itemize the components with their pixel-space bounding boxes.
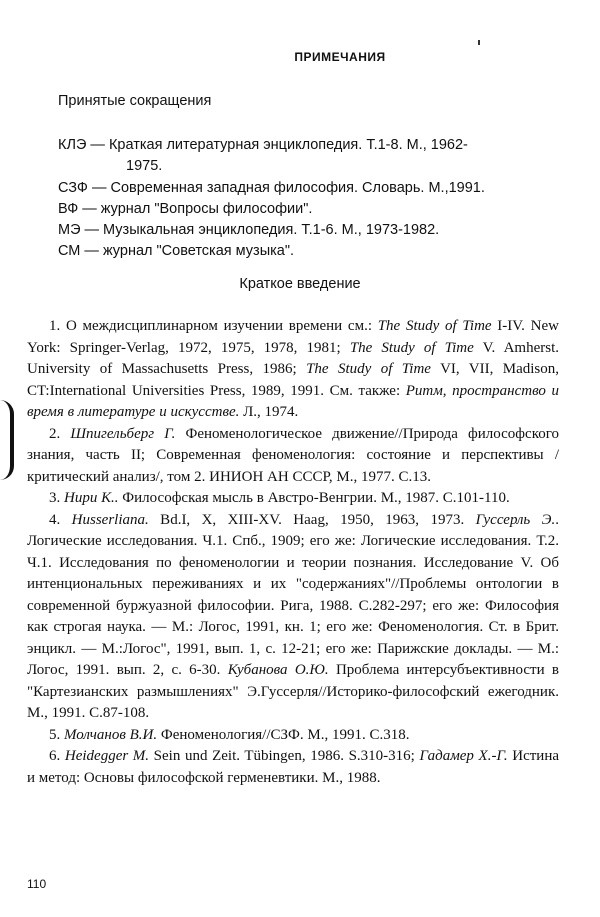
note-text: VI, VII, Madison, CT:International Universities Press, 1989, 1991. См. также: [27,361,560,399]
note-text: 6. [49,748,65,764]
note-italic-text: The Study of Time [349,339,474,356]
note-paragraph [27,510,559,725]
abbreviation-item [58,199,568,220]
abbreviation-item [58,135,568,177]
abbreviations-heading: Принятые сокращения [58,93,212,109]
note-italic-text: Гуссерль Э. [475,511,556,528]
note-paragraph [27,725,559,747]
note-paragraph [27,316,559,424]
note-text: Sein und Zeit. Tübingen, 1986. S.310-316; [149,748,420,764]
notes-body [27,316,559,789]
note-text: Философская мысль в Австро-Венгрии. М., 1987. С.101-110. [118,490,510,506]
note-paragraph [27,488,559,510]
note-italic-text: Husserliana. [71,511,149,528]
scan-speck [478,40,480,45]
note-italic-text: Молчанов В.И. [64,726,158,743]
note-text: 4. [49,511,72,528]
note-text: . Логические исследования. Ч.1. Спб., 1909; его же: Логические исследования. Т.2. Ч.1. Исследования по феноменологии и теории познания. Исследование V. Об интенциональных переживаниях и их "содержаниях"//Проблемы онтологии в современной буржуазной философии. Рига, 1988. С.282-297; его же: Философия как строгая наука. — М.: Логос, 1991, кн. 1; его же: Феноменология. Ст. в Брит. энцикл. — М.:Логос", 1991, вып. 1, с. 12-21; его же: Парижские доклады. — М.: Логос, 1991. вып. 2, с. 6-30. [27,511,559,678]
note-paragraph [27,424,559,489]
page-number: 110 [27,877,47,891]
note-text: Л., 1974. [239,404,299,420]
note-text: V. Amherst. University of Massachusetts Press, 1986; [27,339,559,377]
note-italic-text: The Study of Time [377,318,492,334]
note-italic-text: Шпигельберг Г. [70,425,176,442]
abbreviation-text: СМ — журнал "Советская музыка". [58,243,295,259]
note-text: 1. О междисциплинарном изучении времени см.: [49,318,378,334]
note-text: 5. [49,726,64,743]
note-text: 3. [49,490,64,506]
page-title: ПРИМЕЧАНИЯ [294,50,386,64]
abbreviation-item [58,241,568,262]
abbreviation-item [58,220,568,241]
note-text: Проблема интерсубъективности в "Картезианских размышлениях" Э.Гуссерля//Историко-философский ежегодник. М., 1991. С.87-108. [27,662,560,721]
note-italic-text: Кубанова О.Ю. [227,662,329,678]
intro-heading: Краткое введение [239,276,361,292]
abbreviation-text-continued: 1975. [126,158,163,174]
note-italic-text: Heidegger M. [64,748,150,764]
note-text: Истина и метод: Основы философской герменевтики. М., 1988. [27,748,560,786]
note-paragraph [27,746,559,789]
abbreviation-text: СЗФ — Современная западная философия. Словарь. М.,1991. [58,180,485,196]
abbreviation-item [58,178,568,199]
note-text: 2. [49,425,71,442]
binding-shadow [0,400,14,480]
note-text: I-IV. New York: Springer-Verlag, 1972, 1975, 1978, 1981; [27,318,559,356]
note-italic-text: Гадамер Х.-Г. [419,748,508,764]
abbreviation-text: КЛЭ — Краткая литературная энциклопедия. Т.1-8. М., 1962- [58,137,468,153]
note-text: Феноменология//СЗФ. М., 1991. С.318. [157,726,410,743]
note-text: Феноменологическое движение//Природа философского знания, часть II; Современная феноменология: состояние и перспективы /критический анализ/, том 2. ИНИОН АН СССР, М., 1977. С.13. [27,425,559,485]
note-italic-text: Ритм, пространство и время в литературе и искусстве. [27,382,559,420]
abbreviation-text: ВФ — журнал "Вопросы философии". [58,201,313,217]
note-text: Bd.I, X, XIII-XV. Haag, 1950, 1963, 1973. [148,511,476,528]
note-italic-text: Нири К.. [64,490,119,506]
note-italic-text: The Study of Time [306,361,431,377]
abbreviation-text: МЭ — Музыкальная энциклопедия. Т.1-6. М., 1973-1982. [58,222,440,238]
